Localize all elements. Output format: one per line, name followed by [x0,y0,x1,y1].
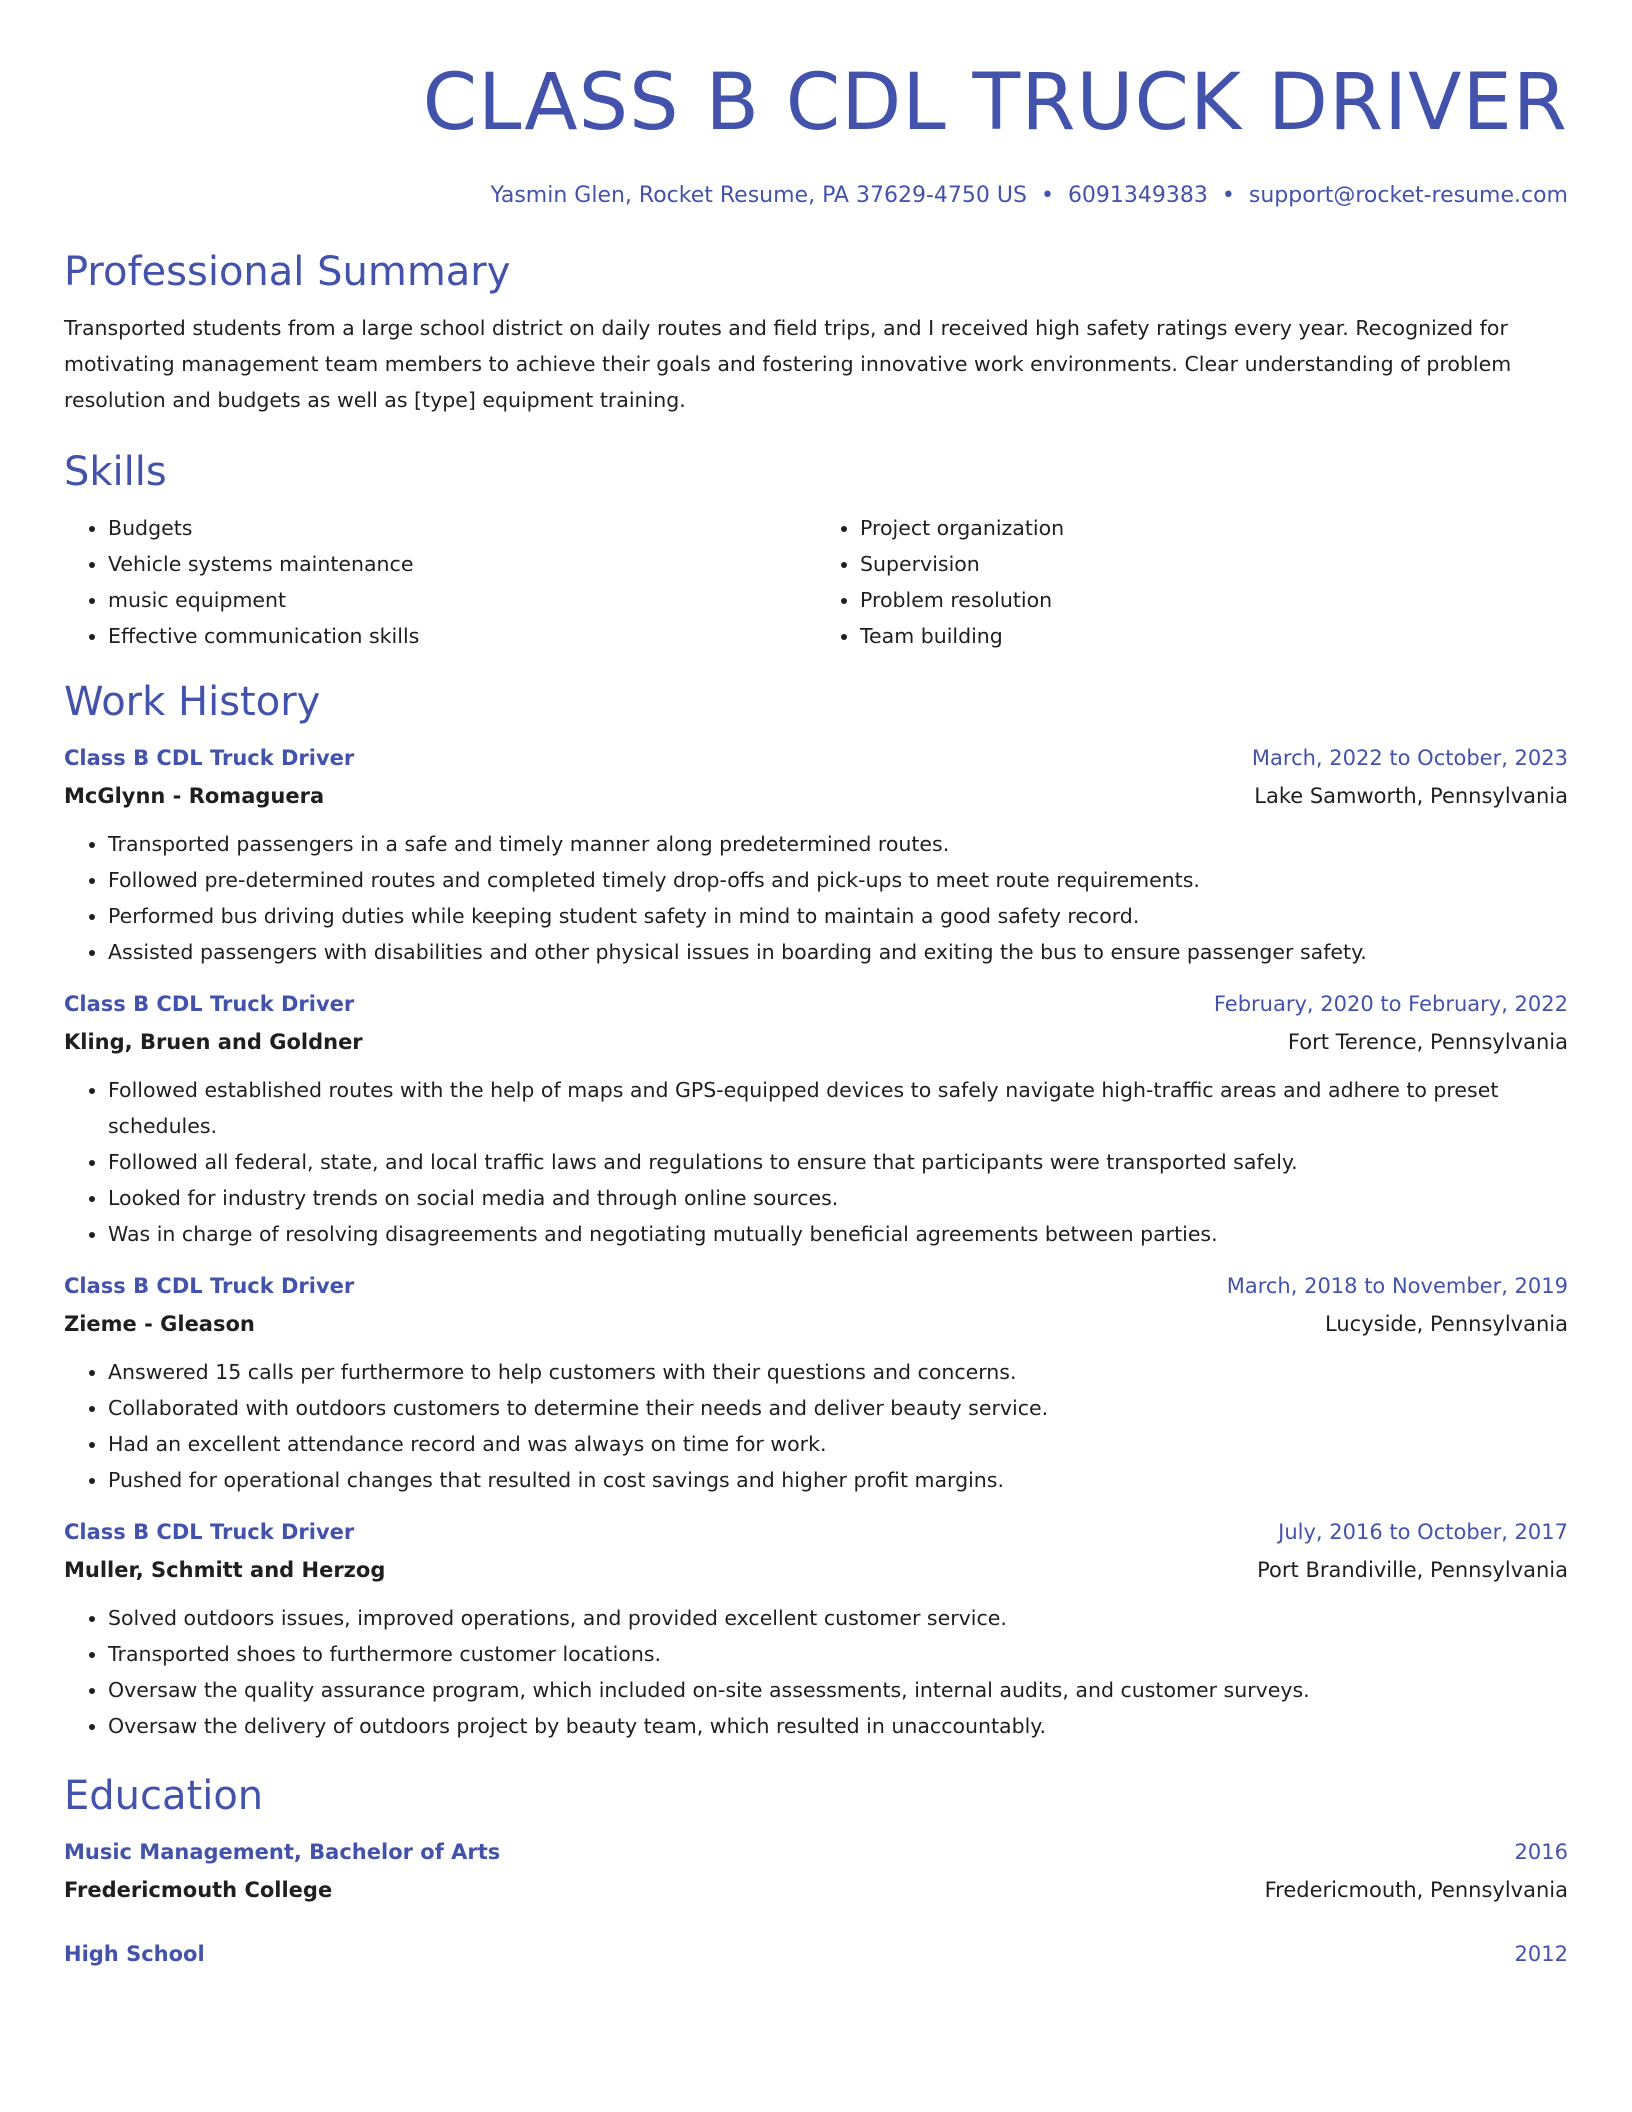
job-bullet: • Oversaw the delivery of outdoors project by beauty team, which resulted in unaccountably. [108,1708,1568,1744]
job-company-row [64,1304,1568,1344]
job-company: Muller, Schmitt and Herzog [64,1558,386,1582]
job-bullet: • Followed established routes with the help of maps and GPS-equipped devices to safely navigate high-traffic areas and adhere to preset schedules. [108,1072,1568,1144]
work-history-heading: Work History [64,679,321,725]
resume-title: CLASS B CDL TRUCK DRIVER [422,58,1568,148]
job-bullets [64,1072,1568,1252]
job-company-row [64,1022,1568,1062]
job-bullet: • Looked for industry trends on social media and through online sources. [108,1180,1568,1216]
job-title: Class B CDL Truck Driver [64,1520,355,1544]
job-company: Kling, Bruen and Goldner [64,1030,363,1054]
job-title: Class B CDL Truck Driver [64,746,355,770]
job-dates: February, 2020 to February, 2022 [1213,992,1568,1016]
skill-item: • Team building [860,618,1568,654]
contact-separator: • [1221,183,1235,208]
job-dates: March, 2018 to November, 2019 [1226,1274,1568,1298]
education-entry [64,1936,1568,1972]
skills-heading: Skills [64,449,167,495]
job-bullet: • Answered 15 calls per furthermore to help customers with their questions and concerns. [108,1354,1568,1390]
job-location: Fort Terence, Pennsylvania [1287,1030,1568,1054]
job-entry [64,740,1568,970]
job-location: Lake Samworth, Pennsylvania [1254,784,1568,808]
job-bullets [64,826,1568,970]
summary-text: Transported students from a large school district on daily routes and field trips, and I received high safety ratings every year. Recognized for motivating management team members to achieve their goals and fostering innovative work environments. Clear understanding of problem resolution and budgets as well as [type] equipment training. [64,316,1512,412]
summary-section [64,246,1568,418]
education-school: Fredericmouth College [64,1878,333,1902]
education-section [64,1770,1568,1972]
job-dates: March, 2022 to October, 2023 [1251,746,1568,770]
job-bullet: • Had an excellent attendance record and was always on time for work. [108,1426,1568,1462]
job-company: Zieme - Gleason [64,1312,255,1336]
job-header-row [64,986,1568,1022]
job-entry [64,1268,1568,1498]
job-bullet: • Oversaw the quality assurance program, which included on-site assessments, internal audits, and customer surveys. [108,1672,1568,1708]
job-company-row [64,776,1568,816]
skill-item: • Problem resolution [860,582,1568,618]
skills-list-left [64,510,816,654]
education-location: Fredericmouth, Pennsylvania [1264,1878,1568,1902]
job-bullet: • Transported passengers in a safe and timely manner along predetermined routes. [108,826,1568,862]
contact-line [64,180,1568,212]
work-history-section [64,676,1568,1744]
job-entry [64,1514,1568,1744]
job-location: Port Brandiville, Pennsylvania [1257,1558,1568,1582]
job-bullet: • Solved outdoors issues, improved operations, and provided excellent customer service. [108,1600,1568,1636]
contact-phone: 6091349383 [1067,183,1208,208]
job-header-row [64,1514,1568,1550]
skills-section [64,446,1568,654]
skills-list-right [816,510,1568,654]
skills-column-left [64,510,816,654]
job-dates: July, 2016 to October, 2017 [1278,1520,1568,1544]
skills-column-right [816,510,1568,654]
education-header-row [64,1834,1568,1870]
job-bullets [64,1354,1568,1498]
job-bullet: • Collaborated with outdoors customers to determine their needs and deliver beauty service. [108,1390,1568,1426]
skill-item: • Supervision [860,546,1568,582]
summary-heading: Professional Summary [64,249,511,295]
job-title: Class B CDL Truck Driver [64,992,355,1016]
education-school-row [64,1870,1568,1910]
job-bullet: • Was in charge of resolving disagreements and negotiating mutually beneficial agreements between parties. [108,1216,1568,1252]
contact-email: support@rocket-resume.com [1248,183,1568,208]
education-degree: High School [64,1942,205,1966]
education-entry [64,1834,1568,1910]
job-bullet: • Pushed for operational changes that resulted in cost savings and higher profit margins. [108,1462,1568,1498]
job-bullet: • Transported shoes to furthermore customer locations. [108,1636,1568,1672]
education-year: 2016 [1514,1840,1568,1864]
job-bullet: • Performed bus driving duties while keeping student safety in mind to maintain a good safety record. [108,898,1568,934]
contact-address: Yasmin Glen, Rocket Resume, PA 37629-4750 US [490,183,1027,208]
job-bullet: • Followed all federal, state, and local traffic laws and regulations to ensure that participants were transported safely. [108,1144,1568,1180]
skill-item: • Budgets [108,510,816,546]
education-year: 2012 [1514,1942,1568,1966]
job-header-row [64,740,1568,776]
job-entry [64,986,1568,1252]
job-company-row [64,1550,1568,1590]
job-company: McGlynn - Romaguera [64,784,325,808]
education-header-row [64,1936,1568,1972]
skill-item: • Project organization [860,510,1568,546]
education-degree: Music Management, Bachelor of Arts [64,1840,501,1864]
education-heading: Education [64,1773,264,1819]
job-bullets [64,1600,1568,1744]
job-bullet: • Assisted passengers with disabilities and other physical issues in boarding and exiting the bus to ensure passenger safety. [108,934,1568,970]
skills-grid [64,510,1568,654]
skill-item: • Effective communication skills [108,618,816,654]
skill-item: • Vehicle systems maintenance [108,546,816,582]
skill-item: • music equipment [108,582,816,618]
job-location: Lucyside, Pennsylvania [1325,1312,1568,1336]
job-title: Class B CDL Truck Driver [64,1274,355,1298]
job-bullet: • Followed pre-determined routes and completed timely drop-offs and pick-ups to meet route requirements. [108,862,1568,898]
contact-separator: • [1040,183,1054,208]
job-header-row [64,1268,1568,1304]
